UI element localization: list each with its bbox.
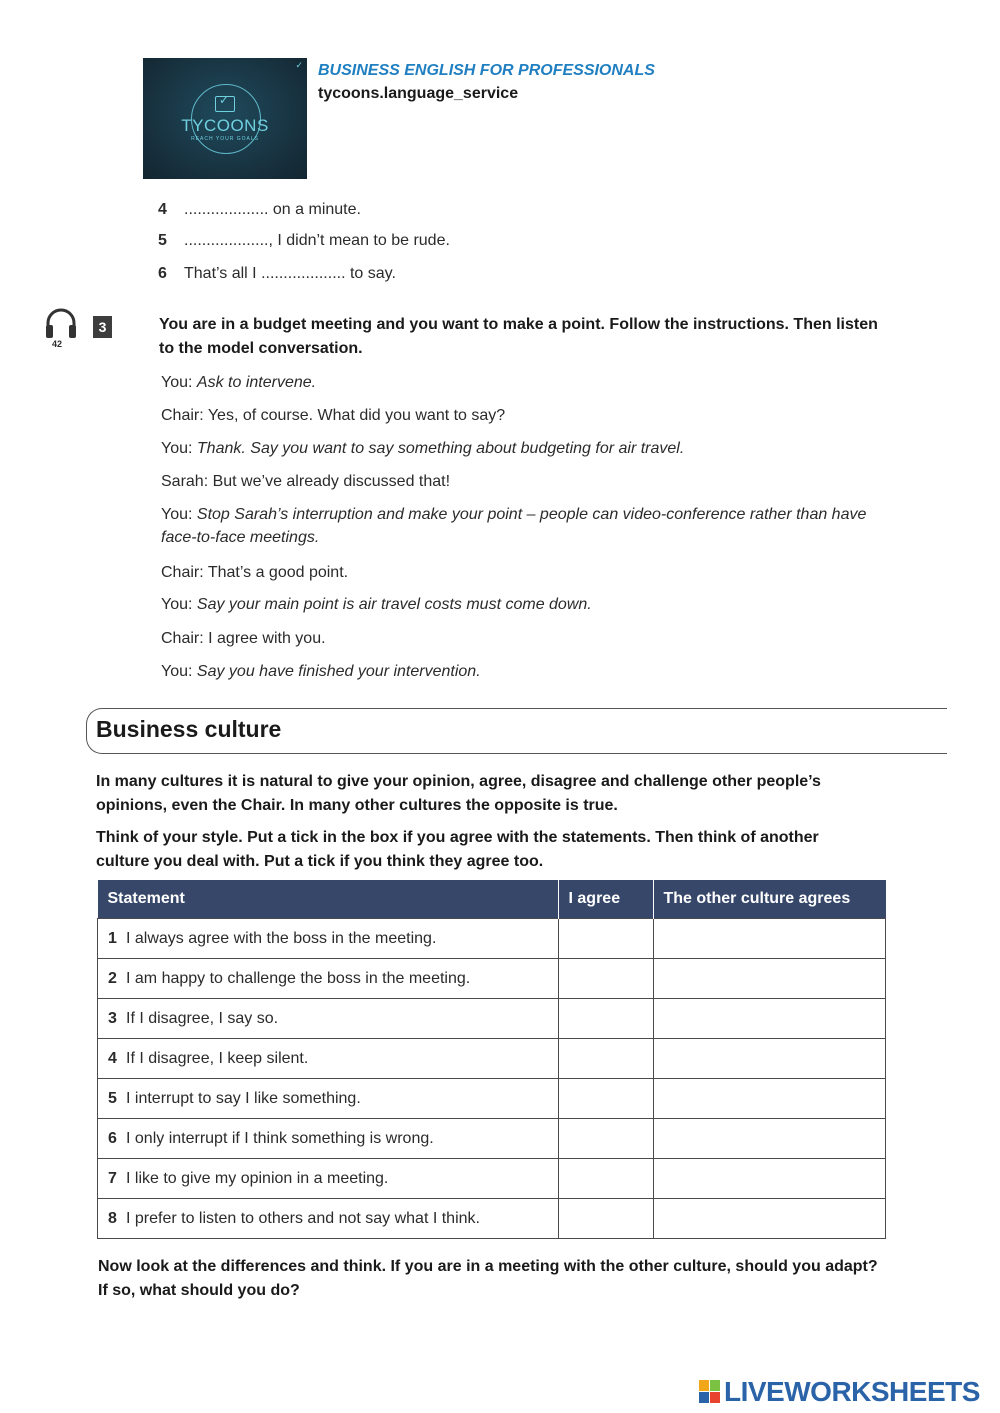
- speaker: Sarah:: [161, 473, 209, 490]
- header-account: tycoons.language_service: [318, 85, 519, 102]
- row-number: 6: [108, 1129, 117, 1147]
- line: But we’ve already discussed that!: [212, 473, 451, 490]
- speaker: Chair:: [161, 630, 204, 647]
- other-culture-tick-box[interactable]: [653, 1159, 886, 1199]
- liveworksheets-logo-icon: [699, 1380, 721, 1404]
- tycoons-logo: [143, 58, 307, 179]
- section-heading: Business culture: [96, 716, 282, 742]
- speaker: Chair:: [161, 407, 204, 424]
- exercise-instruction: You are in a budget meeting and you want to make a point. Follow the instructions. Then listen to the model conversation.: [159, 316, 878, 357]
- statement-text: If I disagree, I say so.: [126, 1009, 279, 1027]
- speaker: You:: [161, 440, 193, 457]
- check-icon: ✓: [219, 93, 230, 107]
- statement-cell: [98, 1159, 559, 1199]
- item-number: 4: [158, 201, 167, 218]
- row-number: 2: [108, 969, 117, 987]
- other-culture-tick-box[interactable]: [653, 1119, 886, 1159]
- table-row: [98, 1199, 886, 1239]
- item-text: That’s all I ................... to say.: [184, 265, 396, 282]
- statement-text: I always agree with the boss in the meeting.: [126, 929, 437, 947]
- header-i-agree: I agree: [558, 880, 653, 919]
- headphones-icon[interactable]: [44, 307, 78, 343]
- row-number: 4: [108, 1049, 117, 1067]
- dialogue-line: [161, 371, 891, 394]
- statement-cell: [98, 1199, 559, 1239]
- speaker: You:: [161, 663, 193, 680]
- statement-text: If I disagree, I keep silent.: [126, 1049, 309, 1067]
- i-agree-tick-box[interactable]: [558, 1199, 653, 1239]
- i-agree-tick-box[interactable]: [558, 1079, 653, 1119]
- line: Say your main point is air travel costs must come down.: [196, 596, 592, 613]
- item-6: [158, 265, 396, 283]
- item-5: [158, 232, 450, 250]
- dialogue-line: [161, 470, 891, 493]
- row-number: 3: [108, 1009, 117, 1027]
- row-number: 5: [108, 1089, 117, 1107]
- other-culture-tick-box[interactable]: [653, 1199, 886, 1239]
- statement-cell: [98, 959, 559, 999]
- statement-text: I am happy to challenge the boss in the meeting.: [126, 969, 471, 987]
- table-header-row: [98, 880, 886, 919]
- logo-tagline: REACH YOUR GOALS: [191, 136, 259, 142]
- table-row: [98, 919, 886, 959]
- audio-track-number: 42: [52, 339, 63, 349]
- statement-text: I like to give my opinion in a meeting.: [126, 1169, 389, 1187]
- speaker: You:: [161, 506, 193, 523]
- exercise-number-badge: 3: [93, 316, 112, 338]
- other-culture-tick-box[interactable]: [653, 959, 886, 999]
- item-4: [158, 201, 361, 219]
- task-paragraph: Think of your style. Put a tick in the box if you agree with the statements. Then think of another culture you deal with. Put a tick if you think they agree too.: [96, 829, 819, 870]
- other-culture-tick-box[interactable]: [653, 1079, 886, 1119]
- dialogue-line: [161, 503, 881, 549]
- statement-cell: [98, 1039, 559, 1079]
- other-culture-tick-box[interactable]: [653, 1039, 886, 1079]
- dialogue-line: [161, 437, 891, 460]
- speaker: You:: [161, 596, 193, 613]
- statement-text: I prefer to listen to others and not say what I think.: [126, 1209, 480, 1227]
- i-agree-tick-box[interactable]: [558, 1039, 653, 1079]
- dialogue-line: [161, 627, 891, 650]
- closing-question: Now look at the differences and think. If you are in a meeting with the other culture, should you adapt? If so, what should you do?: [98, 1258, 878, 1299]
- line: Stop Sarah’s interruption and make your point – people can video-conference rather than have face-to-face meetings.: [161, 506, 867, 546]
- dialogue-line: [161, 561, 891, 584]
- statement-cell: [98, 1079, 559, 1119]
- dialogue-line: [161, 404, 891, 427]
- intro-paragraph: In many cultures it is natural to give your opinion, agree, disagree and challenge other people’s opinions, even the Chair. In many other cultures the opposite is true.: [96, 773, 821, 814]
- i-agree-tick-box[interactable]: [558, 1159, 653, 1199]
- table-row: [98, 1079, 886, 1119]
- item-text: ..................., I didn’t mean to be rude.: [184, 232, 450, 249]
- table-row: [98, 1119, 886, 1159]
- statement-table: [97, 880, 886, 1239]
- dialogue-line: [161, 593, 891, 616]
- other-culture-tick-box[interactable]: [653, 999, 886, 1039]
- line: Ask to intervene.: [196, 374, 317, 391]
- logo-name: TYCOONS: [181, 116, 269, 135]
- table-row: [98, 999, 886, 1039]
- line: Say you have finished your intervention.: [196, 663, 481, 680]
- row-number: 8: [108, 1209, 117, 1227]
- statement-text: I interrupt to say I like something.: [126, 1089, 361, 1107]
- item-text: ................... on a minute.: [184, 201, 361, 218]
- statement-text: I only interrupt if I think something is wrong.: [126, 1129, 434, 1147]
- table-row: [98, 1039, 886, 1079]
- other-culture-tick-box[interactable]: [653, 919, 886, 959]
- line: Thank. Say you want to say something about budgeting for air travel.: [196, 440, 685, 457]
- table-row: [98, 1159, 886, 1199]
- header-title: BUSINESS ENGLISH FOR PROFESSIONALS: [318, 62, 655, 79]
- dialogue-line: [161, 660, 891, 683]
- statement-cell: [98, 999, 559, 1039]
- line: I agree with you.: [208, 630, 326, 647]
- speaker: Chair:: [161, 564, 204, 581]
- statement-cell: [98, 919, 559, 959]
- i-agree-tick-box[interactable]: [558, 959, 653, 999]
- speaker: You:: [161, 374, 193, 391]
- row-number: 7: [108, 1169, 117, 1187]
- statement-cell: [98, 1119, 559, 1159]
- i-agree-tick-box[interactable]: [558, 1119, 653, 1159]
- item-number: 5: [158, 232, 167, 249]
- header-statement: Statement: [98, 880, 559, 919]
- i-agree-tick-box[interactable]: [558, 919, 653, 959]
- i-agree-tick-box[interactable]: [558, 999, 653, 1039]
- line: That’s a good point.: [207, 564, 349, 581]
- corner-tick-icon: ✓: [295, 60, 303, 70]
- row-number: 1: [108, 929, 117, 947]
- table-row: [98, 959, 886, 999]
- line: Yes, of course. What did you want to say?: [207, 407, 506, 424]
- header-other-culture: The other culture agrees: [653, 880, 886, 919]
- item-number: 6: [158, 265, 167, 282]
- liveworksheets-brand[interactable]: LIVEWORKSHEETS: [724, 1376, 980, 1407]
